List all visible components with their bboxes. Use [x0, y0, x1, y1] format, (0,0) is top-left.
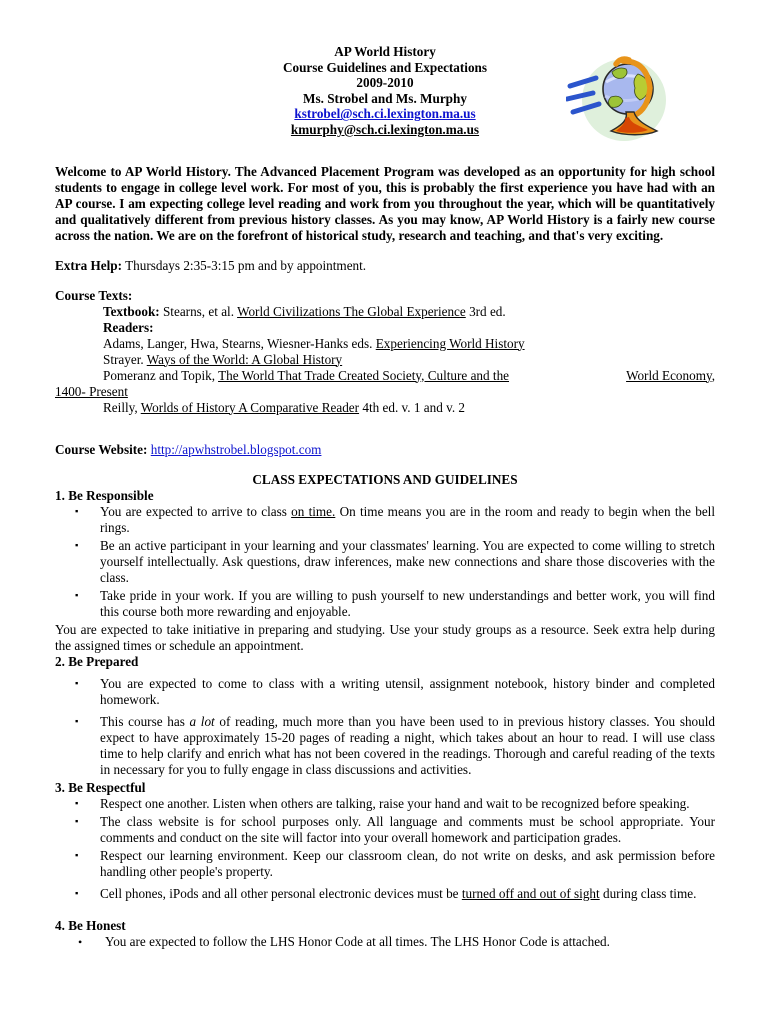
course-website-line [55, 442, 715, 458]
course-texts-label: Course Texts: [55, 287, 133, 303]
doc-teachers: Ms. Strobel and Ms. Murphy [303, 90, 467, 106]
extra-help-text: Thursdays 2:35-3:15 pm and by appointment. [122, 257, 367, 273]
reader-line-1 [103, 336, 715, 352]
textbook-authors: Stearns, et al. [159, 303, 238, 319]
bullet-icon: ▪ [75, 850, 79, 861]
s2-bullet2 [100, 714, 715, 778]
list-item [75, 538, 715, 586]
list-item [75, 588, 715, 620]
bullet-icon: ▪ [75, 678, 79, 689]
course-website-link[interactable]: http://apwhstrobel.blogspot.com [150, 441, 322, 457]
reader1-title: Experiencing World History [375, 335, 525, 351]
doc-year: 2009-2010 [356, 75, 414, 91]
reader3-authors: Pomeranz and Topik, [103, 367, 219, 383]
email-kmurphy[interactable]: kmurphy@sch.ci.lexington.ma.us [290, 121, 480, 137]
s1-b1-pre: You are expected to arrive to class [100, 503, 292, 519]
extra-help-line [55, 258, 715, 274]
reader3-title-cont: World Economy, [626, 367, 715, 383]
s3-bullet1: Respect one another. Listen when others are talking, raise your hand and wait to be recognized before speaking. [100, 795, 690, 811]
section1-title: 1. Be Responsible [55, 487, 154, 503]
section2-title: 2. Be Prepared [55, 653, 139, 669]
s1-b1-post: On time means you are in the room and ready to begin when the bell rings. [100, 503, 715, 535]
list-item [75, 504, 715, 536]
list-item [75, 714, 715, 778]
welcome-paragraph: Welcome to AP World History. The Advanced Placement Program was developed as an opportunity for high school students to engage in college level work. For most of you, this is probably the first experience you have had with an AP course. I am expecting college level reading and work from you throughout the year, which will be quantitatively and qualitatively different from previous history classes. As you may know, AP World History is a fairly new course across the nation. We are on the forefront of historical study, research and teaching, and that's very exciting. [55, 163, 715, 243]
bullet-icon: ▪ [75, 798, 79, 809]
s3-b4-post: during class time. [599, 885, 697, 901]
textbook-title: World Civilizations The Global Experience [237, 303, 466, 319]
s4-bullet1: You are expected to follow the LHS Honor Code at all times. The LHS Honor Code is attached. [105, 933, 610, 949]
s1-bullet3: Take pride in your work. If you are willing to push yourself to new understandings and better work, you will find this course both more rewarding and enjoyable. [100, 587, 715, 619]
doc-title: AP World History [334, 44, 436, 59]
reader4-authors: Reilly, [103, 399, 141, 415]
reader3-title: The World That Trade Created Society, Culture and the [218, 367, 510, 383]
reader3-title-cont2: 1400- Present [55, 383, 128, 399]
section4-title: 4. Be Honest [55, 917, 126, 933]
globe-clipart-icon [566, 52, 668, 146]
email-link-kstrobel[interactable]: kstrobel@sch.ci.lexington.ma.us [294, 106, 476, 122]
course-website-label: Course Website: [55, 441, 151, 457]
bullet-icon: ▪ [75, 816, 79, 827]
bullet-icon: ▪ [75, 506, 79, 517]
s1-note-paragraph: You are expected to take initiative in preparing and studying. Use your study groups as a resource. Seek extra help during the assigned times or schedule an appointment. [55, 621, 715, 653]
expectations-heading: CLASS EXPECTATIONS AND GUIDELINES [252, 471, 518, 487]
textbook-line [103, 304, 715, 320]
list-item [75, 934, 715, 950]
s2-bullet1: You are expected to come to class with a writing utensil, assignment notebook, history binder and completed homework. [100, 675, 715, 707]
list-item [75, 848, 715, 880]
s3-bullet2: The class website is for school purposes only. All language and comments must be school appropriate. Your comments and conduct on the site will factor into your overall homework and participation grades. [100, 813, 715, 845]
reader-line-3 [103, 368, 715, 384]
s3-bullet3: Respect our learning environment. Keep our classroom clean, do not write on desks, and ask permission before handling other people's property. [100, 847, 715, 879]
bullet-icon: ▪ [75, 590, 79, 601]
bullet-dot-icon: • [78, 934, 83, 949]
extra-help-label: Extra Help: [55, 257, 123, 273]
bullet-icon: ▪ [75, 540, 79, 551]
list-item [75, 886, 715, 902]
reader-line-2 [103, 352, 715, 368]
list-item [75, 796, 715, 812]
list-item [75, 814, 715, 846]
s3-b4-underlined: turned off and out of sight [461, 885, 600, 901]
bullet-icon: ▪ [75, 716, 79, 727]
section3-title: 3. Be Respectful [55, 779, 146, 795]
s1-bullet1 [100, 504, 715, 536]
doc-subtitle: Course Guidelines and Expectations [282, 59, 488, 75]
s1-b1-underlined: on time. [291, 503, 336, 519]
s2-b2-italic: a lot [189, 713, 215, 729]
reader1-authors: Adams, Langer, Hwa, Stearns, Wiesner-Hanks eds. [103, 335, 376, 351]
s3-bullet4 [100, 886, 715, 902]
bullet-icon: ▪ [75, 888, 79, 899]
readers-label: Readers: [103, 319, 154, 335]
reader-line-3b [55, 384, 715, 400]
s2-b2-post: of reading, much more than you have been used to in previous history classes. You should expect to have approximately 15-20 pages of reading a night, which takes about an hour to read. I will use class time to help clarify and enrich what has not been covered in the readings. Thorough and careful reading of the texts in necessary for you to fully engage in class discussions and activities. [100, 713, 716, 777]
reader2-authors: Strayer. [103, 351, 147, 367]
textbook-label: Textbook: [103, 303, 160, 319]
s2-b2-pre: This course has [100, 713, 190, 729]
textbook-edition: 3rd ed. [465, 303, 506, 319]
s1-bullet2: Be an active participant in your learning and your classmates' learning. You are expected to come willing to stretch yourself intellectually. Ask questions, draw inferences, make new connections and share those discoveries with the class. [100, 537, 715, 585]
s3-b4-pre: Cell phones, iPods and all other personal electronic devices must be [100, 885, 462, 901]
reader4-edition: 4th ed. v. 1 and v. 2 [359, 399, 466, 415]
reader-line-4 [103, 400, 715, 416]
reader2-title: Ways of the World: A Global History [146, 351, 343, 367]
reader4-title: Worlds of History A Comparative Reader [140, 399, 360, 415]
list-item [75, 676, 715, 708]
